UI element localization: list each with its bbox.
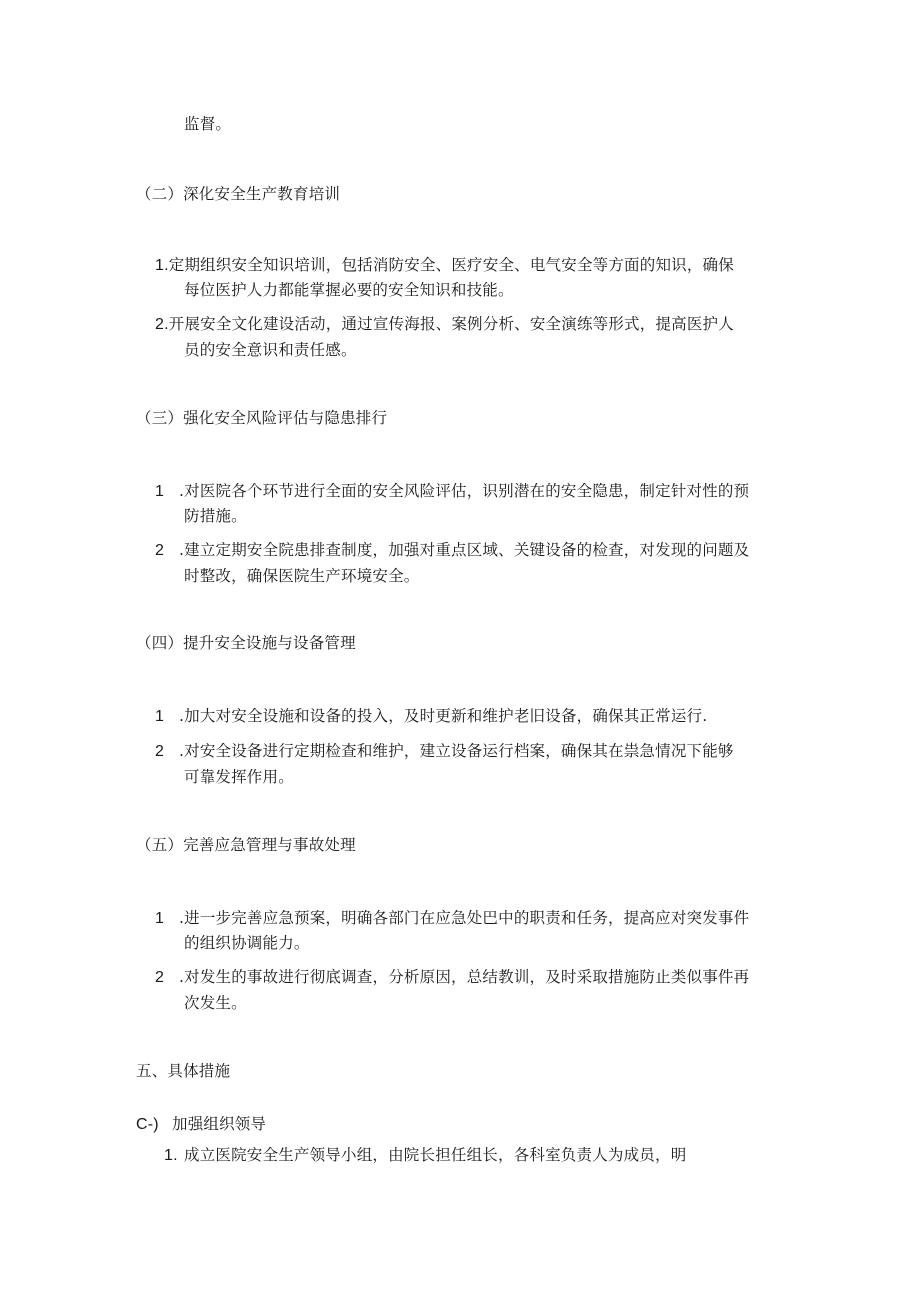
item-continuation: 防措施。	[184, 507, 247, 525]
item-text: .对发生的事故进行彻底调查，分析原因，总结教训，及时采取措施防止类似事件再	[179, 968, 750, 986]
chapter-heading: 五、具体措施	[136, 1062, 231, 1080]
item-continuation: 的组织协调能力。	[184, 934, 310, 952]
list-item	[155, 255, 734, 276]
list-item	[155, 967, 749, 988]
item-number: 2	[155, 969, 165, 986]
item-text: .进一步完善应急预案，明确各部门在应急处巴中的职责和任务，提高应对突发事件	[179, 909, 750, 927]
list-item	[155, 540, 749, 561]
item-number: 1.	[155, 257, 169, 274]
item-number: 2	[155, 743, 165, 760]
item-continuation: 每位医护人力都能掌握必要的安全知识和技能。	[184, 281, 514, 299]
list-item	[155, 706, 707, 727]
item-text: .对安全设备进行定期检查和维护，建立设备运行档案，确保其在祟急情况下能够	[179, 742, 734, 760]
item-number: 1	[155, 910, 165, 927]
item-number: 2	[155, 542, 165, 559]
section-heading: （二）深化安全生产教育培训	[136, 185, 341, 203]
section-heading: （四）提升安全设施与设备管理	[136, 634, 356, 652]
item-text: .加大对安全设施和设备的投入，及时更新和维护老旧设备，确保其正常运行.	[179, 707, 708, 725]
item-number: 1	[155, 483, 165, 500]
item-text: 定期组织安全知识培训，包括消防安全、医疗安全、电气安全等方面的知识，确保	[168, 256, 734, 274]
list-item	[155, 314, 734, 335]
subsection-heading: 加强组织领导	[172, 1115, 267, 1133]
continuation-text: 监督。	[184, 115, 232, 133]
section-heading: （五）完善应急管理与事故处理	[136, 836, 356, 854]
subsection-label: C-)	[136, 1116, 159, 1133]
item-continuation: 次发生。	[184, 994, 247, 1012]
item-text: .建立定期安全院患排查制度，加强对重点区域、关键设备的检查，对发现的问题及	[179, 541, 750, 559]
item-continuation: 员的安全意识和责任感。	[184, 341, 357, 359]
list-item	[155, 481, 749, 502]
item-continuation: 可靠发挥作用。	[184, 768, 294, 786]
item-text: .对医院各个环节进行全面的安全风险评估，识别潜在的安全隐患，制定针对性的预	[179, 482, 750, 500]
item-number: 2.	[155, 316, 169, 333]
item-number: 1.	[164, 1147, 178, 1164]
list-item	[155, 908, 749, 929]
item-text: 成立医院安全生产领导小组，由院长担任组长，各科室负责人为成员，明	[184, 1146, 687, 1164]
list-item	[155, 741, 734, 762]
item-number: 1	[155, 708, 165, 725]
list-item	[164, 1145, 686, 1166]
item-continuation: 时整改，确保医院生产环境安全。	[184, 567, 420, 585]
section-heading: （三）强化安全风险评估与隐患排行	[136, 409, 388, 427]
subsection-heading-row	[136, 1114, 266, 1135]
item-text: 开展安全文化建设活动，通过宣传海报、案例分析、安全演练等形式，提高医护人	[168, 315, 734, 333]
